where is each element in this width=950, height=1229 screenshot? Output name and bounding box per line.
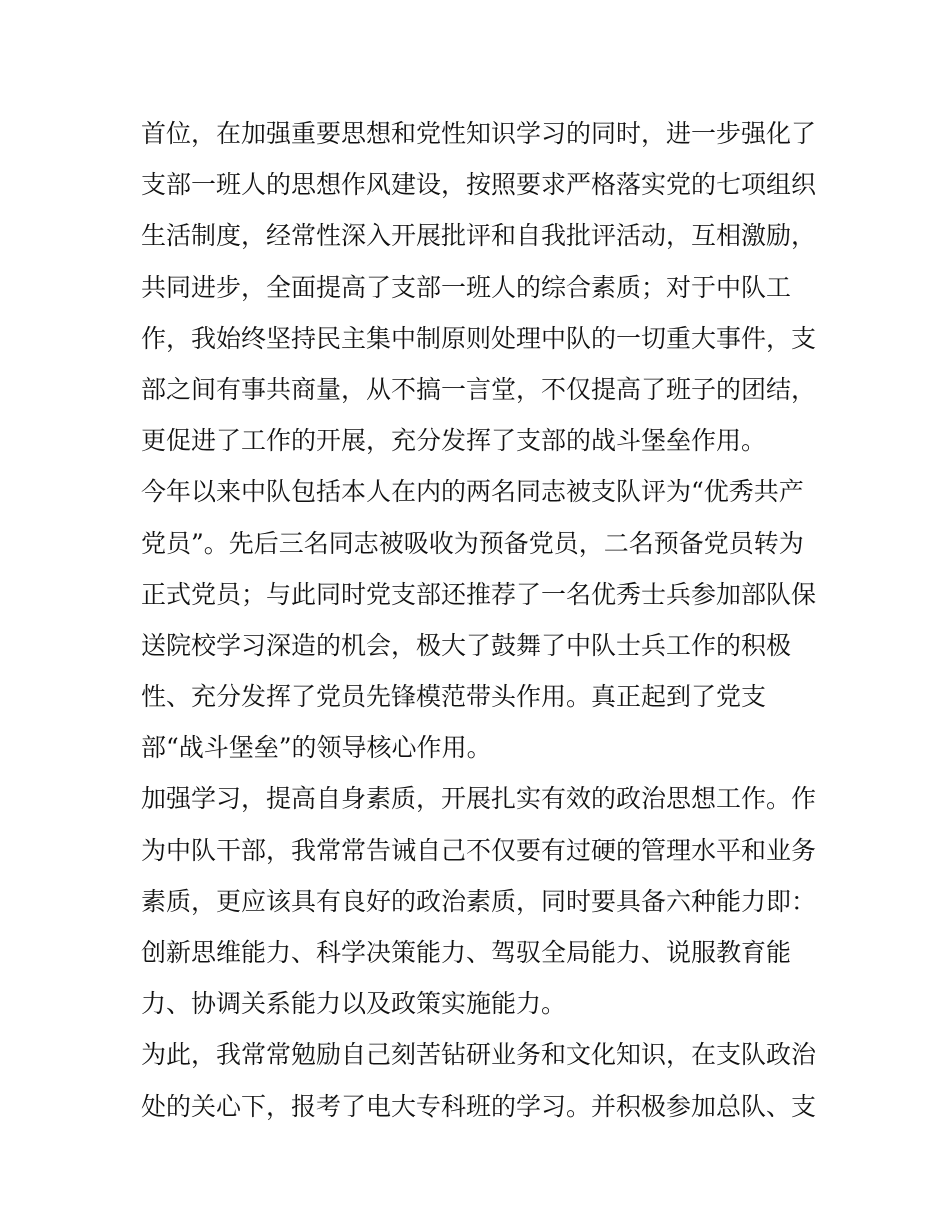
text-line: 创新思维能力、科学决策能力、驾驭全局能力、说服教育能: [141, 938, 792, 967]
text-line: 部“战斗堡垒”的领导核心作用。: [141, 733, 492, 763]
text-line: 正式党员；与此同时党支部还推荐了一名优秀士兵参加部队保: [141, 579, 817, 609]
text-line: 支部一班人的思想作风建设，按照要求严格落实党的七项组织: [141, 170, 817, 200]
text-line: 素质，更应该具有良好的政治素质，同时要具备六种能力即：: [141, 886, 817, 916]
text-line: 处的关心下，报考了电大专科班的学习。并积极参加总队、支: [141, 1091, 817, 1121]
text-line: 加强学习，提高自身素质，开展扎实有效的政治思想工作。作: [141, 784, 817, 814]
text-line: 更促进了工作的开展，充分发挥了支部的战斗堡垒作用。: [141, 426, 767, 456]
text-line: 为中队干部，我常常告诫自己不仅要有过硬的管理水平和业务: [141, 835, 817, 865]
text-line: 性、充分发挥了党员先锋模范带头作用。真正起到了党支: [141, 682, 767, 712]
text-line: 首位，在加强重要思想和党性知识学习的同时，进一步强化了: [141, 119, 817, 148]
text-line: 送院校学习深造的机会，极大了鼓舞了中队士兵工作的积极: [141, 630, 792, 660]
text-line: 今年以来中队包括本人在内的两名同志被支队评为“优秀共产: [141, 477, 804, 507]
text-line: 部之间有事共商量，从不搞一言堂，不仅提高了班子的团结，: [141, 374, 817, 404]
text-line: 党员”。先后三名同志被吸收为预备党员，二名预备党员转为: [141, 528, 804, 558]
text-line: 力、协调关系能力以及政策实施能力。: [141, 989, 567, 1019]
text-line: 为此，我常常勉励自己刻苦钻研业务和文化知识，在支队政治: [141, 1040, 817, 1070]
text-line: 共同进步，全面提高了支部一班人的综合素质；对于中队工: [141, 272, 792, 302]
text-line: 生活制度，经常性深入开展批评和自我批评活动，互相激励，: [141, 221, 817, 251]
text-line: 作，我始终坚持民主集中制原则处理中队的一切重大事件，支: [141, 323, 817, 353]
document-body: [141, 108, 821, 1132]
